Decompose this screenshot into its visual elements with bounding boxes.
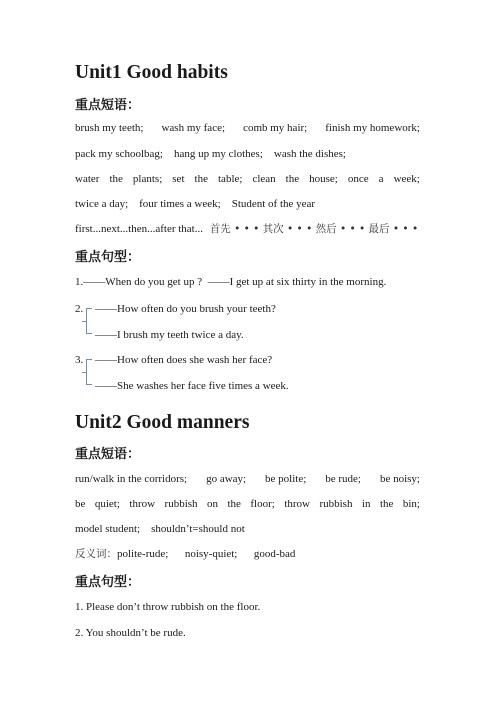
word: rubbish [164, 498, 198, 510]
phrase: go away; [206, 473, 247, 485]
unit1-sentence-3-answer: ——She washes her face five times a week. [95, 380, 289, 392]
unit1-phrases-line4: twice a day; four times a week; Student of the year [75, 198, 316, 210]
word: the [227, 498, 241, 510]
word: set [172, 173, 185, 185]
phrase: brush my teeth; [75, 122, 144, 134]
word: bin; [402, 498, 420, 510]
unit2-phrases-line2 [75, 497, 420, 511]
dialogue-brace [86, 359, 95, 385]
word: the [194, 173, 208, 185]
phrase: finish my homework; [325, 122, 420, 134]
unit1-phrases-line5 [75, 222, 418, 236]
phrase: be rude; [325, 473, 361, 485]
unit2-title: Unit2 Good manners [75, 412, 250, 433]
unit1-sentence-2-question: ——How often do you brush your teeth? [95, 303, 276, 315]
word: house; [309, 173, 338, 185]
unit2-sentences-heading: 重点句型： [75, 575, 141, 590]
sequence-words-en: first...next...then...after that... [75, 223, 203, 235]
word: in [361, 498, 371, 510]
word: water [75, 173, 100, 185]
dialogue-brace [86, 308, 95, 334]
antonyms-label: 反义词： [75, 548, 117, 560]
word: plants; [132, 173, 163, 185]
phrase: be noisy; [379, 473, 420, 485]
word: be [75, 498, 86, 510]
word: clean [252, 173, 276, 185]
word: quiet; [94, 498, 120, 510]
word: the [379, 498, 394, 510]
unit1-sentences-heading: 重点句型： [75, 250, 141, 265]
word: table; [218, 173, 243, 185]
word: the [285, 173, 300, 185]
unit1-sentence-2-number: 2. [75, 303, 84, 315]
word: on [207, 498, 218, 510]
unit1-sentence-3-number: 3. [75, 354, 84, 366]
unit2-antonyms-line [75, 547, 295, 561]
word: once [347, 173, 369, 185]
unit1-title: Unit1 Good habits [75, 62, 228, 83]
unit1-phrases-heading: 重点短语： [75, 98, 141, 113]
word: week; [393, 173, 420, 185]
unit1-phrases-line3 [75, 172, 420, 186]
unit1-phrases-line2: pack my schoolbag; hang up my clothes; wash the dishes; [75, 148, 346, 160]
phrase: wash my face; [161, 122, 226, 134]
phrase: comb my hair; [243, 122, 308, 134]
antonyms-list: polite-rude; noisy-quiet; good-bad [117, 548, 296, 560]
unit2-sentence-1: 1. Please don’t throw rubbish on the floor. [75, 601, 261, 613]
unit1-sentence-2-answer: ——I brush my teeth twice a day. [95, 329, 244, 341]
unit2-phrases-heading: 重点短语： [75, 447, 141, 462]
phrase: be polite; [265, 473, 307, 485]
sequence-words-cn: 首先 • • • 其次 • • • 然后 • • • 最后 • • • [209, 223, 419, 235]
unit1-sentence-1: 1.——When do you get up ? ——I get up at six thirty in the morning. [75, 276, 387, 288]
word: throw [284, 498, 310, 510]
word: throw [129, 498, 156, 510]
phrase: run/walk in the corridors; [75, 473, 188, 485]
word: rubbish [319, 498, 353, 510]
word: the [109, 173, 123, 185]
word: a [378, 173, 384, 185]
unit2-phrases-line3: model student; shouldn’t=should not [75, 523, 245, 535]
unit2-phrases-line1 [75, 472, 420, 486]
word: floor; [250, 498, 275, 510]
unit1-phrases-line1 [75, 121, 420, 135]
unit1-sentence-3-question: ——How often does she wash her face? [95, 354, 273, 366]
unit2-sentence-2: 2. You shouldn’t be rude. [75, 627, 186, 639]
